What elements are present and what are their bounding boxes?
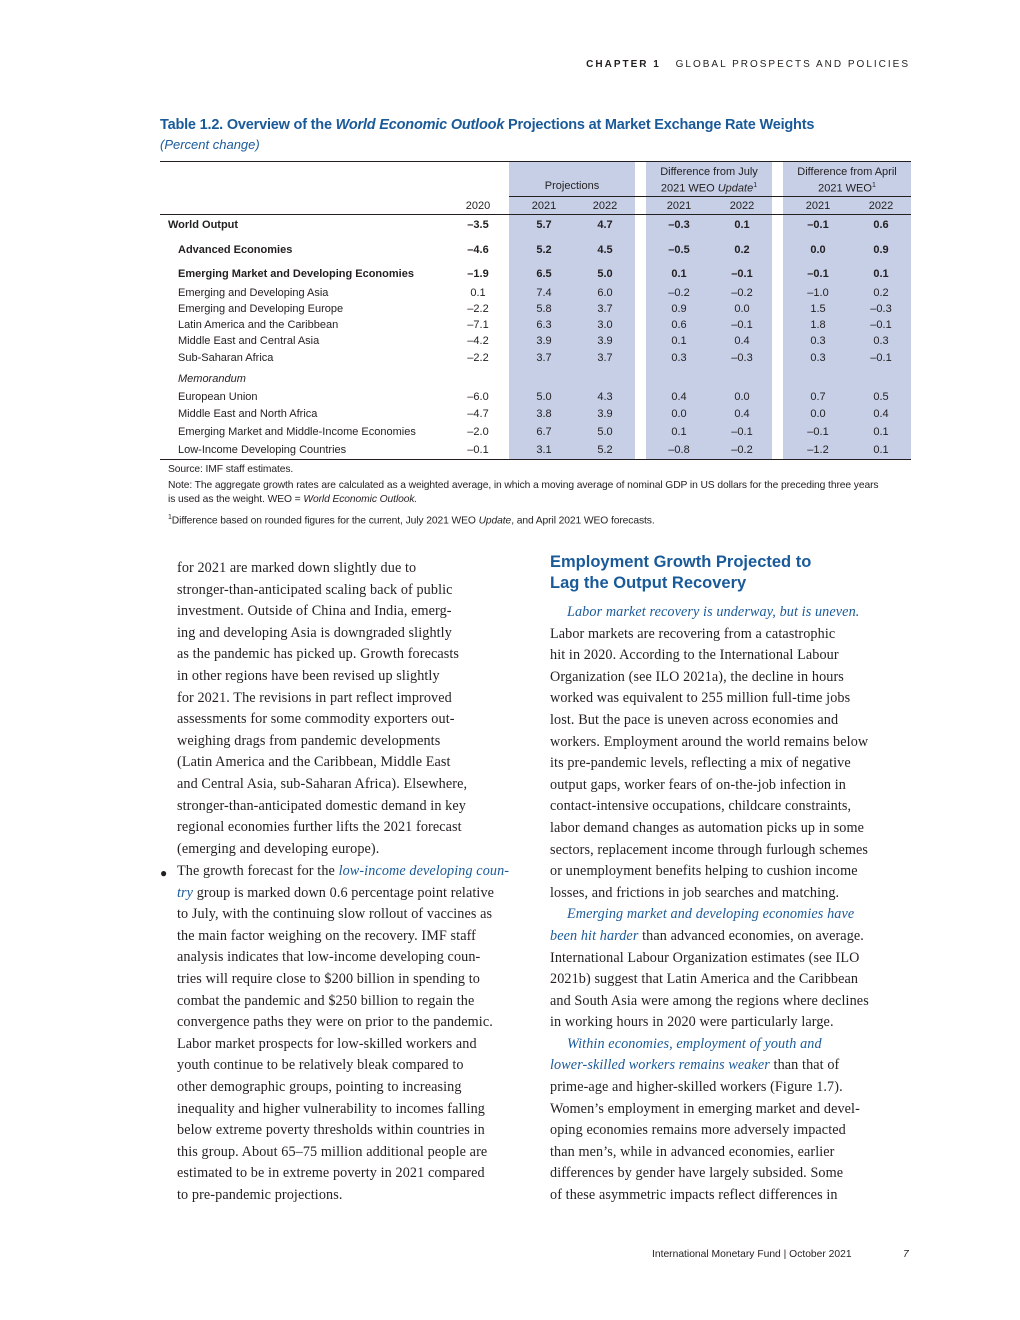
text-line: other demographic groups, pointing to increasing <box>177 1078 462 1095</box>
row-cell: –3.5 <box>467 219 489 231</box>
row-cell: 5.0 <box>597 268 613 280</box>
text-line: International Labour Organization estimates (see ILO <box>550 949 860 966</box>
text-line: tries will require close to $200 billion in spending to <box>177 970 481 987</box>
row-cell: 0.4 <box>734 335 750 347</box>
text-line: oping economies remains more adversely impacted <box>550 1122 846 1139</box>
text-line: output gaps, worker fears of on-the-job infection in <box>550 776 846 793</box>
text-line: investment. Outside of China and India, emerg- <box>177 603 452 620</box>
row-cell: 6.0 <box>597 287 613 299</box>
row-cell: 0.3 <box>810 352 826 364</box>
text-line: lost. But the pace is uneven across economies and <box>550 711 839 728</box>
row-cell: 3.7 <box>597 352 613 364</box>
table-title-prefix: Table 1.2. Overview of the <box>160 117 336 133</box>
text-line: hit in 2020. According to the International Labour <box>550 647 839 664</box>
year-2020: 2020 <box>465 200 491 212</box>
row-cell: –1.9 <box>467 268 489 280</box>
text-line: worked was equivalent to 255 million full-time jobs <box>550 690 851 707</box>
row-cell: 6.7 <box>536 426 552 438</box>
table-title <box>160 117 814 133</box>
row-cell: 5.2 <box>597 444 613 456</box>
row-cell: 0.1 <box>671 268 687 280</box>
row-cell: 0.9 <box>873 244 889 256</box>
row-cell: 5.7 <box>536 219 552 231</box>
header-projections: Projections <box>544 180 600 192</box>
row-cell: 3.7 <box>597 303 613 315</box>
row-cell: 5.2 <box>536 244 552 256</box>
row-cell: 0.1 <box>671 426 687 438</box>
text-line: of these asymmetric impacts reflect differences in <box>550 1187 838 1204</box>
row-cell: –4.6 <box>467 244 489 256</box>
row-cell: 0.0 <box>810 244 826 256</box>
row-cell: –0.1 <box>731 426 753 438</box>
row-cell: –4.7 <box>467 408 489 420</box>
row-cell: 0.1 <box>671 335 687 347</box>
row-label: Latin America and the Caribbean <box>178 319 339 331</box>
text-line: for 2021 are marked down slightly due to <box>177 560 417 576</box>
row-cell: –0.3 <box>731 352 753 364</box>
row-cell: –1.2 <box>807 444 829 456</box>
year-proj-2021: 2021 <box>531 200 557 212</box>
p3-lead: Within economies, employment of youth and <box>567 1035 822 1052</box>
bullet-paragraph <box>177 861 509 1207</box>
table-footnote: $^1$Difference based on rounded figures for the current, July 2021 WEO Update, and April 2021 WEO forecasts. <box>168 514 655 527</box>
text-line: in working hours in 2020 were particularly large. <box>550 1014 834 1031</box>
table-row <box>160 425 911 439</box>
row-cell: 0.4 <box>734 408 750 420</box>
text-line: than men’s, while in advanced economies, earlier <box>550 1143 835 1160</box>
text-line: this group. About 65–75 million additional people are <box>177 1143 488 1160</box>
row-cell: 0.2 <box>734 244 750 256</box>
year-july-2021: 2021 <box>666 200 692 212</box>
page-number: 7 <box>903 1249 909 1260</box>
row-label: Low-Income Developing Countries <box>178 444 347 456</box>
table-row <box>160 302 911 316</box>
row-cell: 0.1 <box>873 268 889 280</box>
table-row <box>160 443 911 457</box>
text-line: Labor market prospects for low-skilled workers and <box>177 1035 477 1052</box>
right-column-text <box>550 602 869 1207</box>
text-line: in other regions have been revised up slightly <box>177 667 440 684</box>
row-cell: –1.0 <box>807 287 829 299</box>
year-july-2022: 2022 <box>729 200 755 212</box>
row-cell: –0.1 <box>467 444 489 456</box>
p3-line2: lower-skilled workers remains weaker than that of <box>550 1057 840 1074</box>
section-heading-line1: Employment Growth Projected to <box>550 553 812 571</box>
running-head <box>586 59 910 70</box>
row-cell: 4.7 <box>597 219 613 231</box>
text-line: the main factor weighing on the recovery. IMF staff <box>177 927 477 944</box>
year-april-2022: 2022 <box>868 200 894 212</box>
row-cell: –0.2 <box>668 287 690 299</box>
header-april <box>783 166 911 196</box>
row-label: Advanced Economies <box>178 244 293 256</box>
text-line: convergence paths they were on prior to the pandemic. <box>177 1014 493 1031</box>
table-note <box>168 479 913 507</box>
row-cell: 0.1 <box>873 426 889 438</box>
year-proj-2022: 2022 <box>592 200 618 212</box>
row-cell: –0.5 <box>668 244 690 256</box>
row-cell: –0.1 <box>807 268 829 280</box>
bullet-icon: ● <box>160 866 168 880</box>
row-cell: 0.6 <box>671 319 687 331</box>
row-cell: –0.1 <box>870 352 892 364</box>
table-source: Source: IMF staff estimates. <box>168 464 294 475</box>
footer-text: International Monetary Fund | October 2021 <box>652 1249 852 1260</box>
table-bottom-rule <box>160 459 911 460</box>
row-cell: –0.1 <box>731 268 753 280</box>
table-row <box>160 286 911 300</box>
row-cell: 5.0 <box>536 391 552 403</box>
text-line: stronger-than-anticipated domestic demand in key <box>177 797 466 814</box>
left-column-text <box>177 558 467 860</box>
row-cell: –6.0 <box>467 391 489 403</box>
header-july-line2: 2021 WEO Update$^1$ <box>660 182 758 195</box>
row-cell: –0.1 <box>731 319 753 331</box>
row-cell: 1.5 <box>810 303 826 315</box>
row-cell: 4.3 <box>597 391 613 403</box>
section-heading-line2: Lag the Output Recovery <box>550 574 747 592</box>
text-line: analysis indicates that low-income developing coun- <box>177 949 481 966</box>
bullet-line-2: try group is marked down 0.6 percentage point relative <box>177 884 495 901</box>
text-line: contact-intensive occupations, childcare constraints, <box>550 798 852 815</box>
table-year-rule <box>509 196 911 197</box>
row-cell: 0.2 <box>873 287 889 299</box>
row-cell: –0.2 <box>731 444 753 456</box>
row-label: Middle East and Central Asia <box>178 335 320 347</box>
row-cell: 0.4 <box>671 391 687 403</box>
row-cell: 0.1 <box>873 444 889 456</box>
row-cell: 5.0 <box>597 426 613 438</box>
row-label: Middle East and North Africa <box>178 408 318 420</box>
row-cell: 0.3 <box>671 352 687 364</box>
text-line: to July, with the continuing slow rollout of vaccines as <box>177 906 493 923</box>
header-july <box>646 166 772 196</box>
row-label: World Output <box>168 219 239 231</box>
text-line: or unemployment benefits helping to cushion income <box>550 863 858 880</box>
row-cell: 0.3 <box>810 335 826 347</box>
row-cell: –0.2 <box>731 287 753 299</box>
p2-line2: been hit harder than advanced economies, on average. <box>550 927 864 944</box>
text-line: prime-age and higher-skilled workers (Figure 1.7). <box>550 1079 843 1096</box>
text-line: weighing drags from pandemic developments <box>177 732 441 749</box>
chapter-label: CHAPTER 1 <box>586 59 661 70</box>
row-cell: –2.2 <box>467 303 489 315</box>
row-cell: 0.9 <box>671 303 687 315</box>
text-line: 2021b) suggest that Latin America and the Caribbean <box>550 971 859 988</box>
text-line: Women’s employment in emerging market and devel- <box>550 1100 860 1117</box>
text-line: ing and developing Asia is downgraded slightly <box>177 624 452 641</box>
row-cell: –0.1 <box>807 219 829 231</box>
text-line: labor demand changes as automation picks up in some <box>550 819 864 836</box>
row-cell: 0.4 <box>873 408 889 420</box>
text-line: below extreme poverty thresholds within countries in <box>177 1122 485 1139</box>
table-row <box>160 267 911 281</box>
header-july-line1: Difference from July <box>660 166 758 178</box>
text-line: stronger-than-anticipated scaling back of public <box>177 581 453 598</box>
row-cell: 0.3 <box>873 335 889 347</box>
header-april-line2: 2021 WEO$^1$ <box>818 182 876 195</box>
text-line: estimated to be in extreme poverty in 2021 compared <box>177 1165 485 1182</box>
text-line: sectors, replacement income through furlough schemes <box>550 841 869 858</box>
row-label: European Union <box>178 391 258 403</box>
text-line: differences by gender have largely subsided. Some <box>550 1165 844 1182</box>
row-cell: 3.9 <box>597 408 613 420</box>
memorandum-label: Memorandum <box>178 373 246 385</box>
text-line: as the pandemic has picked up. Growth forecasts <box>177 646 460 663</box>
table-row <box>160 218 911 232</box>
text-line: combat the pandemic and $250 billion to regain the <box>177 992 475 1009</box>
row-label: Sub-Saharan Africa <box>178 352 274 364</box>
row-label: Emerging and Developing Europe <box>178 303 344 315</box>
row-cell: 0.6 <box>873 219 889 231</box>
row-cell: –2.0 <box>467 426 489 438</box>
row-cell: 0.0 <box>734 303 750 315</box>
chapter-title: GLOBAL PROSPECTS AND POLICIES <box>675 59 910 70</box>
row-cell: 3.9 <box>597 335 613 347</box>
text-line: Organization (see ILO 2021a), the decline in hours <box>550 668 844 685</box>
row-cell: 1.8 <box>810 319 826 331</box>
row-label: Emerging and Developing Asia <box>178 287 329 299</box>
text-line: and Central Asia, sub-Saharan Africa). Elsewhere, <box>177 775 468 792</box>
row-cell: 3.1 <box>536 444 552 456</box>
text-line: workers. Employment around the world remains below <box>550 733 869 750</box>
text-line: assessments for some commodity exporters out- <box>177 711 455 728</box>
p1-lead: Labor market recovery is underway, but is uneven. <box>567 604 860 620</box>
text-line: and South Asia were among the regions where declines <box>550 992 869 1009</box>
text-line: (Latin America and the Caribbean, Middle East <box>177 754 451 771</box>
table-note-line1: Note: The aggregate growth rates are calculated as a weighted average, in which a moving average of nominal GDP in US dollars for the preceding three years <box>168 480 879 491</box>
p2-lead: Emerging market and developing economies have <box>567 906 855 923</box>
row-label: Emerging Market and Developing Economies <box>178 268 414 280</box>
text-line: its pre-pandemic levels, reflecting a mix of negative <box>550 755 851 772</box>
row-label: Emerging Market and Middle-Income Economies <box>178 426 416 438</box>
row-cell: 3.8 <box>536 408 552 420</box>
table-row <box>160 334 911 348</box>
row-cell: –2.2 <box>467 352 489 364</box>
table-row <box>160 407 911 421</box>
text-line: for 2021. The revisions in part reflect improved <box>177 689 452 706</box>
table-subtitle: (Percent change) <box>160 137 260 152</box>
row-cell: –0.8 <box>668 444 690 456</box>
row-cell: 3.0 <box>597 319 613 331</box>
table-note-line2: is used as the weight. WEO = World Economic Outlook. <box>168 494 418 505</box>
row-cell: 6.5 <box>536 268 552 280</box>
table-row <box>160 351 911 365</box>
header-april-line1: Difference from April <box>797 166 897 178</box>
table-row <box>160 243 911 257</box>
row-cell: 0.5 <box>873 391 889 403</box>
table-row <box>160 390 911 404</box>
row-cell: 0.1 <box>734 219 750 231</box>
text-line: youth continue to be relatively bleak compared to <box>177 1057 464 1074</box>
row-cell: 0.1 <box>470 287 486 299</box>
text-line: losses, and frictions in job searches and matching. <box>550 884 840 901</box>
row-cell: 5.8 <box>536 303 552 315</box>
row-cell: 0.0 <box>671 408 687 420</box>
row-cell: 0.7 <box>810 391 826 403</box>
text-line: regional economies further lifts the 2021 forecast <box>177 819 462 836</box>
row-cell: 4.5 <box>597 244 613 256</box>
row-cell: 0.0 <box>810 408 826 420</box>
text-line: to pre-pandemic projections. <box>177 1186 343 1203</box>
table-row <box>160 318 911 332</box>
bullet-line-1: The growth forecast for the low-income developing coun- <box>177 863 510 879</box>
table-title-suffix: Projections at Market Exchange Rate Weights <box>504 117 815 133</box>
row-cell: –0.3 <box>870 303 892 315</box>
row-cell: 3.7 <box>536 352 552 364</box>
table-title-italic: World Economic Outlook <box>335 117 505 133</box>
table-top-rule <box>160 161 911 162</box>
row-cell: 7.4 <box>536 287 552 299</box>
row-cell: –7.1 <box>467 319 489 331</box>
row-cell: 6.3 <box>536 319 552 331</box>
year-april-2021: 2021 <box>805 200 831 212</box>
row-cell: –0.1 <box>807 426 829 438</box>
row-cell: –0.1 <box>870 319 892 331</box>
table-header-rule <box>160 214 911 215</box>
row-cell: 0.0 <box>734 391 750 403</box>
row-cell: 3.9 <box>536 335 552 347</box>
section-heading <box>550 552 811 594</box>
text-line: (emerging and developing europe). <box>177 840 380 857</box>
text-line: inequality and higher vulnerability to incomes falling <box>177 1100 485 1117</box>
row-cell: –4.2 <box>467 335 489 347</box>
row-cell: –0.3 <box>668 219 690 231</box>
text-line: Labor markets are recovering from a catastrophic <box>550 625 836 642</box>
